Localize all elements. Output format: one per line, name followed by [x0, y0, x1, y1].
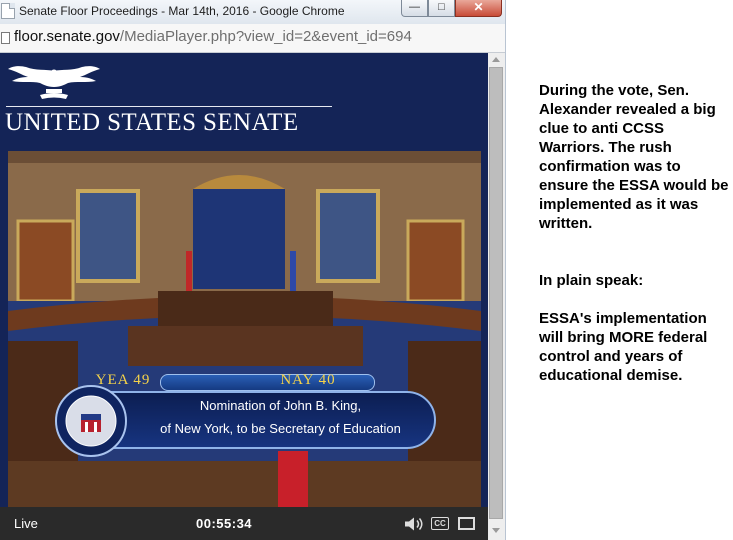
scroll-up-arrow-icon[interactable]: [492, 57, 500, 62]
maximize-button[interactable]: □: [428, 0, 455, 17]
url-path: /MediaPlayer.php?view_id=2&event_id=694: [119, 28, 412, 45]
video-player[interactable]: [8, 151, 481, 507]
scroll-thumb[interactable]: [489, 67, 503, 519]
url-host: floor.senate.gov: [14, 28, 120, 45]
vertical-scrollbar[interactable]: [488, 53, 505, 540]
site-title: UNITED STATES SENATE: [5, 109, 299, 136]
document-icon: [1, 32, 10, 44]
playback-time: 00:55:34: [196, 516, 253, 531]
volume-icon[interactable]: [404, 517, 424, 531]
player-control-bar: [0, 507, 488, 540]
senate-eagle-icon: [6, 65, 102, 105]
senate-seal-icon: [54, 384, 128, 458]
url-field[interactable]: [14, 28, 412, 45]
commentary-paragraph-1: During the vote, Sen. Alexander revealed a big clue to anti CCSS Warriors. The rush confirmation was to ensure the ESSA would be implemented as it was written.: [539, 82, 729, 232]
fullscreen-icon[interactable]: [458, 517, 475, 530]
page-icon: [1, 3, 15, 19]
nomination-caption-line-2: of New York, to be Secretary of Education: [160, 421, 401, 436]
close-button[interactable]: ✕: [455, 0, 502, 17]
address-bar[interactable]: [0, 24, 505, 53]
commentary-paragraph-2: In plain speak:: [539, 272, 644, 289]
live-indicator[interactable]: Live: [14, 516, 38, 531]
minimize-button[interactable]: —: [401, 0, 428, 17]
vote-nay-count: NAY 40: [280, 372, 336, 388]
page-content: [0, 53, 488, 540]
commentary-text: [539, 81, 729, 423]
vote-yea-count: YEA 49: [95, 372, 151, 388]
scroll-down-arrow-icon[interactable]: [492, 528, 500, 533]
commentary-paragraph-3: ESSA's implementation will bring MORE federal control and years of educational demise.: [539, 310, 708, 384]
header-divider: [6, 106, 332, 107]
window-title: Senate Floor Proceedings - Mar 14th, 2016 - Google Chrome: [19, 4, 345, 18]
title-bar: [0, 0, 505, 24]
closed-captions-button[interactable]: CC: [431, 517, 449, 530]
nomination-caption-line-1: Nomination of John B. King,: [199, 398, 362, 413]
